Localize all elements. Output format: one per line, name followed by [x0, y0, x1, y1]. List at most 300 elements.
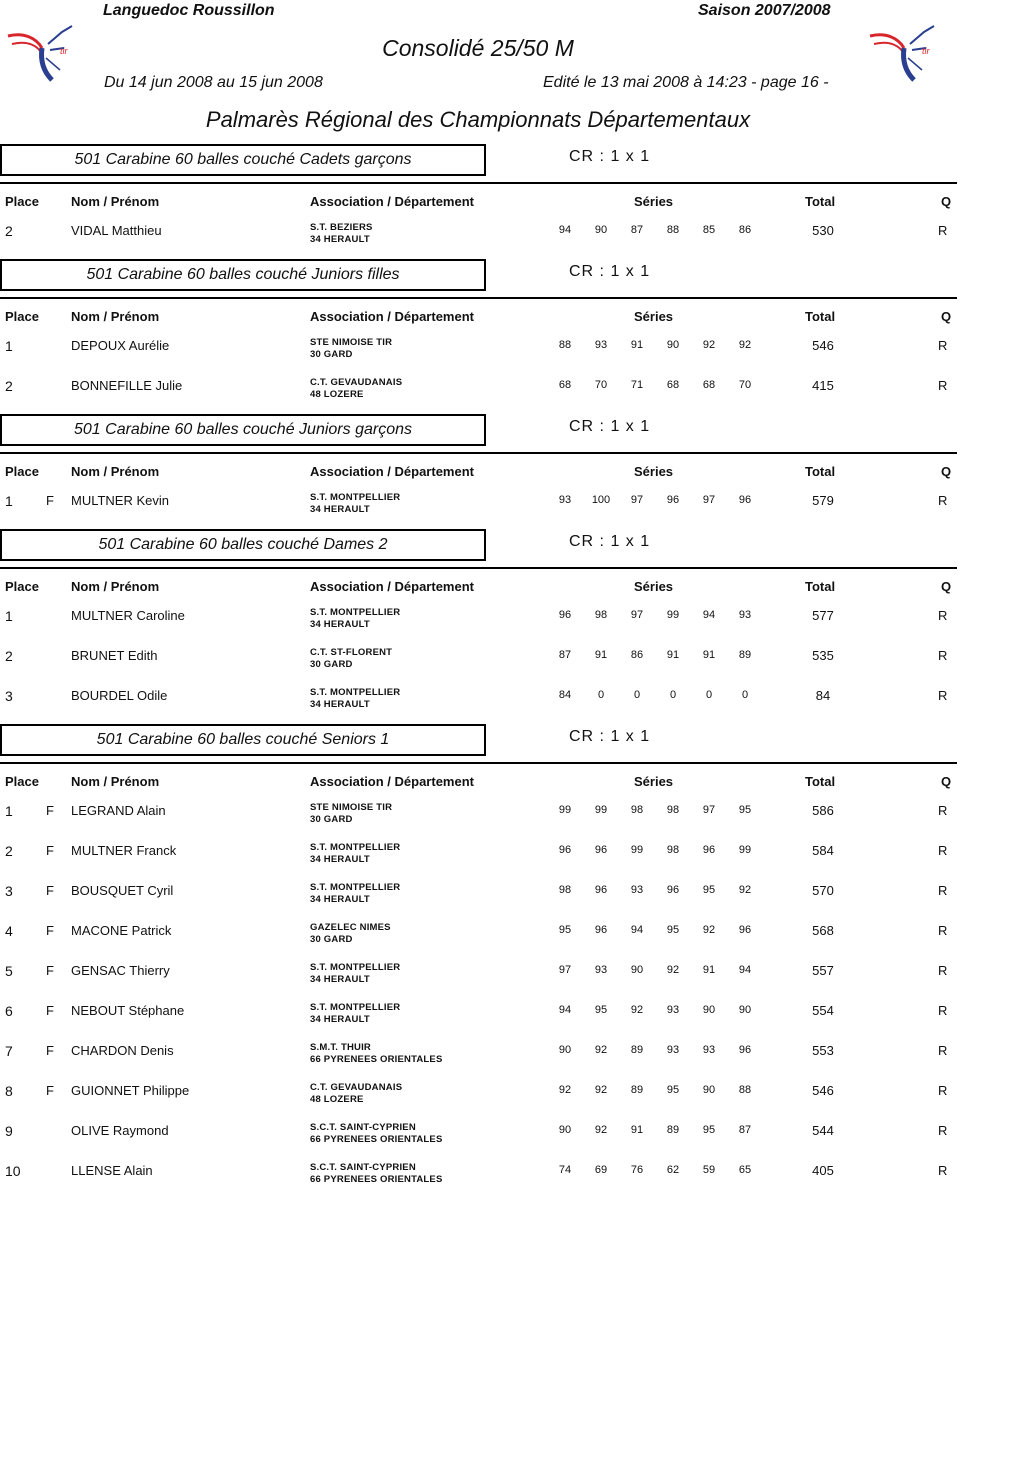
- series-score: 90: [738, 1004, 752, 1016]
- department: 30 GARD: [310, 349, 353, 360]
- association: [310, 1002, 400, 1026]
- table-row: [0, 337, 1024, 373]
- place-value: 6: [5, 1003, 13, 1019]
- french-flag: F: [46, 1083, 54, 1098]
- series-score: 92: [594, 1044, 608, 1056]
- series-score: 96: [594, 924, 608, 936]
- series-score: 0: [633, 689, 641, 701]
- series-score: 95: [738, 804, 752, 816]
- association: [310, 377, 402, 401]
- series-score: 94: [738, 964, 752, 976]
- col-header-assoc: Association / Département: [310, 194, 474, 209]
- series-score: 95: [594, 1004, 608, 1016]
- department: 34 HERAULT: [310, 1014, 370, 1025]
- series-score: 93: [666, 1044, 680, 1056]
- department: 66 PYRENEES ORIENTALES: [310, 1054, 443, 1065]
- qualification: R: [938, 493, 948, 508]
- series-score: 92: [666, 964, 680, 976]
- series-score: 90: [558, 1044, 572, 1056]
- series-score: 93: [594, 339, 608, 351]
- col-header-total: Total: [805, 579, 836, 594]
- series-score: 94: [558, 224, 572, 236]
- series-score: 96: [738, 924, 752, 936]
- series-score: 99: [630, 844, 644, 856]
- department: 30 GARD: [310, 814, 353, 825]
- series-score: 88: [666, 224, 680, 236]
- athlete-name: MULTNER Franck: [71, 843, 177, 858]
- series-score: 89: [630, 1084, 644, 1096]
- series-score: 96: [738, 1044, 752, 1056]
- col-header-series: Séries: [634, 194, 674, 209]
- series-score: 89: [630, 1044, 644, 1056]
- series-score: 69: [594, 1164, 608, 1176]
- cr-label: CR : 1 x 1: [569, 148, 651, 165]
- table-row: [0, 647, 1024, 683]
- series-score: 92: [594, 1124, 608, 1136]
- series-score: 99: [594, 804, 608, 816]
- series-score: 91: [702, 964, 716, 976]
- series-score: 97: [702, 494, 716, 506]
- series-score: 96: [558, 609, 572, 621]
- series-score: 90: [630, 964, 644, 976]
- table-row: [0, 377, 1024, 413]
- section-divider: [0, 567, 957, 569]
- athlete-name: DEPOUX Aurélie: [71, 338, 170, 353]
- series-score: 90: [594, 224, 608, 236]
- club-name: S.T. MONTPELLIER: [310, 607, 401, 618]
- season-label: Saison 2007/2008: [698, 2, 831, 19]
- association: [310, 687, 400, 711]
- series-score: 87: [738, 1124, 752, 1136]
- series-score: 91: [594, 649, 608, 661]
- svg-text:tir: tir: [60, 46, 68, 56]
- total-score: 570: [812, 883, 834, 898]
- series-score: 68: [702, 379, 716, 391]
- place-value: 1: [5, 608, 13, 624]
- table-row: [0, 607, 1024, 643]
- department: 30 GARD: [310, 659, 353, 670]
- club-name: S.T. MONTPELLIER: [310, 1002, 401, 1013]
- series-score: 93: [630, 884, 644, 896]
- department: 66 PYRENEES ORIENTALES: [310, 1174, 443, 1185]
- col-header-name: Nom / Prénom: [71, 579, 160, 594]
- col-header-place: Place: [5, 774, 39, 789]
- series-score: 99: [558, 804, 572, 816]
- place-value: 3: [5, 883, 13, 899]
- series-score: 93: [738, 609, 752, 621]
- series-score: 68: [666, 379, 680, 391]
- athlete-name: BOURDEL Odile: [71, 688, 168, 703]
- qualification: R: [938, 688, 948, 703]
- department: 34 HERAULT: [310, 699, 370, 710]
- club-name: C.T. GEVAUDANAIS: [310, 1082, 403, 1093]
- series-score: 98: [666, 844, 680, 856]
- french-flag: F: [46, 923, 54, 938]
- series-score: 87: [630, 224, 644, 236]
- place-value: 2: [5, 378, 13, 394]
- col-header-q: Q: [941, 194, 952, 209]
- series-score: 59: [702, 1164, 716, 1176]
- athlete-name: BRUNET Edith: [71, 648, 158, 663]
- series-score: 98: [630, 804, 644, 816]
- fftir-logo-icon: [864, 14, 960, 90]
- total-score: 546: [812, 1083, 834, 1098]
- qualification: R: [938, 1123, 948, 1138]
- club-name: C.T. ST-FLORENT: [310, 647, 393, 658]
- club-name: STE NIMOISE TIR: [310, 337, 393, 348]
- athlete-name: CHARDON Denis: [71, 1043, 174, 1058]
- association: [310, 222, 373, 246]
- series-score: 0: [597, 689, 605, 701]
- place-value: 1: [5, 338, 13, 354]
- series-score: 95: [666, 1084, 680, 1096]
- french-flag: F: [46, 493, 54, 508]
- athlete-name: VIDAL Matthieu: [71, 223, 162, 238]
- col-header-q: Q: [941, 579, 952, 594]
- french-flag: F: [46, 843, 54, 858]
- table-row: [0, 882, 1024, 918]
- col-header-total: Total: [805, 774, 836, 789]
- club-name: S.M.T. THUIR: [310, 1042, 371, 1053]
- french-flag: F: [46, 1043, 54, 1058]
- series-score: 91: [666, 649, 680, 661]
- page-subtitle: Palmarès Régional des Championnats Départementaux: [205, 107, 751, 132]
- col-header-total: Total: [805, 464, 836, 479]
- club-name: STE NIMOISE TIR: [310, 802, 393, 813]
- section-divider: [0, 452, 957, 454]
- series-score: 99: [666, 609, 680, 621]
- series-score: 90: [666, 339, 680, 351]
- series-score: 98: [666, 804, 680, 816]
- series-score: 89: [666, 1124, 680, 1136]
- series-score: 96: [666, 884, 680, 896]
- club-name: S.T. BEZIERS: [310, 222, 373, 233]
- total-score: 530: [812, 223, 834, 238]
- qualification: R: [938, 843, 948, 858]
- total-score: 554: [812, 1003, 834, 1018]
- series-score: 65: [738, 1164, 752, 1176]
- total-score: 405: [812, 1163, 834, 1178]
- series-score: 96: [738, 494, 752, 506]
- department: 48 LOZERE: [310, 1094, 364, 1105]
- qualification: R: [938, 1163, 948, 1178]
- event-title: 501 Carabine 60 balles couché Seniors 1: [0, 724, 486, 756]
- athlete-name: BOUSQUET Cyril: [71, 883, 174, 898]
- col-header-assoc: Association / Département: [310, 579, 474, 594]
- series-score: 68: [558, 379, 572, 391]
- table-row: [0, 492, 1024, 528]
- series-score: 85: [702, 224, 716, 236]
- french-flag: F: [46, 883, 54, 898]
- section-divider: [0, 762, 957, 764]
- series-score: 97: [702, 804, 716, 816]
- place-value: 2: [5, 843, 13, 859]
- place-value: 2: [5, 648, 13, 664]
- qualification: R: [938, 608, 948, 623]
- athlete-name: LLENSE Alain: [71, 1163, 153, 1178]
- club-name: S.T. MONTPELLIER: [310, 842, 401, 853]
- association: [310, 492, 400, 516]
- qualification: R: [938, 963, 948, 978]
- col-header-place: Place: [5, 194, 39, 209]
- association: [310, 962, 400, 986]
- club-name: S.T. MONTPELLIER: [310, 687, 401, 698]
- series-score: 90: [558, 1124, 572, 1136]
- athlete-name: OLIVE Raymond: [71, 1123, 169, 1138]
- table-row: [0, 922, 1024, 958]
- series-score: 92: [594, 1084, 608, 1096]
- event-title: 501 Carabine 60 balles couché Cadets garçons: [0, 144, 486, 176]
- table-row: [0, 842, 1024, 878]
- series-score: 99: [738, 844, 752, 856]
- total-score: 546: [812, 338, 834, 353]
- event-title: 501 Carabine 60 balles couché Juniors garçons: [0, 414, 486, 446]
- series-score: 95: [666, 924, 680, 936]
- event-title: 501 Carabine 60 balles couché Juniors filles: [0, 259, 486, 291]
- series-score: 95: [558, 924, 572, 936]
- fftir-logo-icon: [2, 14, 98, 90]
- series-score: 97: [630, 609, 644, 621]
- series-score: 70: [738, 379, 752, 391]
- total-score: 553: [812, 1043, 834, 1058]
- place-value: 7: [5, 1043, 13, 1059]
- club-name: GAZELEC NIMES: [310, 922, 391, 933]
- series-score: 91: [630, 1124, 644, 1136]
- place-value: 1: [5, 493, 13, 509]
- col-header-name: Nom / Prénom: [71, 309, 160, 324]
- series-score: 70: [594, 379, 608, 391]
- association: [310, 922, 391, 946]
- col-header-series: Séries: [634, 774, 674, 789]
- athlete-name: MACONE Patrick: [71, 923, 172, 938]
- athlete-name: LEGRAND Alain: [71, 803, 166, 818]
- association: [310, 1042, 443, 1066]
- series-score: 88: [738, 1084, 752, 1096]
- series-score: 91: [702, 649, 716, 661]
- series-score: 76: [630, 1164, 644, 1176]
- association: [310, 842, 400, 866]
- department: 66 PYRENEES ORIENTALES: [310, 1134, 443, 1145]
- total-score: 415: [812, 378, 834, 393]
- series-score: 88: [558, 339, 572, 351]
- qualification: R: [938, 1003, 948, 1018]
- cr-label: CR : 1 x 1: [569, 418, 651, 435]
- series-score: 92: [558, 1084, 572, 1096]
- series-score: 87: [558, 649, 572, 661]
- total-score: 568: [812, 923, 834, 938]
- series-score: 94: [630, 924, 644, 936]
- total-score: 586: [812, 803, 834, 818]
- series-score: 96: [594, 884, 608, 896]
- place-value: 9: [5, 1123, 13, 1139]
- table-row: [0, 1002, 1024, 1038]
- total-score: 84: [815, 688, 831, 703]
- series-score: 93: [558, 494, 572, 506]
- series-score: 100: [591, 494, 611, 506]
- association: [310, 882, 400, 906]
- col-header-total: Total: [805, 194, 836, 209]
- athlete-name: GUIONNET Philippe: [71, 1083, 190, 1098]
- series-score: 92: [702, 339, 716, 351]
- club-name: S.T. MONTPELLIER: [310, 962, 401, 973]
- department: 34 HERAULT: [310, 854, 370, 865]
- series-score: 92: [630, 1004, 644, 1016]
- athlete-name: NEBOUT Stéphane: [71, 1003, 185, 1018]
- french-flag: F: [46, 1003, 54, 1018]
- series-score: 0: [669, 689, 677, 701]
- french-flag: F: [46, 803, 54, 818]
- section-divider: [0, 182, 957, 184]
- qualification: R: [938, 1083, 948, 1098]
- club-name: S.T. MONTPELLIER: [310, 492, 401, 503]
- region-label: Languedoc Roussillon: [103, 2, 275, 19]
- table-row: [0, 962, 1024, 998]
- page-title: Consolidé 25/50 M: [382, 35, 574, 61]
- association: [310, 802, 392, 826]
- club-name: S.C.T. SAINT-CYPRIEN: [310, 1122, 416, 1133]
- series-score: 89: [738, 649, 752, 661]
- qualification: R: [938, 1043, 948, 1058]
- col-header-place: Place: [5, 579, 39, 594]
- department: 34 HERAULT: [310, 504, 370, 515]
- cr-label: CR : 1 x 1: [569, 728, 651, 745]
- department: 48 LOZERE: [310, 389, 364, 400]
- series-score: 93: [666, 1004, 680, 1016]
- table-row: [0, 222, 1024, 258]
- col-header-series: Séries: [634, 309, 674, 324]
- col-header-series: Séries: [634, 464, 674, 479]
- association: [310, 647, 392, 671]
- place-value: 1: [5, 803, 13, 819]
- col-header-total: Total: [805, 309, 836, 324]
- section-divider: [0, 297, 957, 299]
- series-score: 95: [702, 1124, 716, 1136]
- department: 30 GARD: [310, 934, 353, 945]
- qualification: R: [938, 378, 948, 393]
- club-name: S.T. MONTPELLIER: [310, 882, 401, 893]
- table-row: [0, 1162, 1024, 1198]
- event-title: 501 Carabine 60 balles couché Dames 2: [0, 529, 486, 561]
- series-score: 96: [594, 844, 608, 856]
- association: [310, 1162, 443, 1186]
- col-header-series: Séries: [634, 579, 674, 594]
- series-score: 84: [558, 689, 572, 701]
- series-score: 95: [702, 884, 716, 896]
- qualification: R: [938, 648, 948, 663]
- place-value: 8: [5, 1083, 13, 1099]
- series-score: 91: [630, 339, 644, 351]
- series-score: 96: [558, 844, 572, 856]
- col-header-assoc: Association / Département: [310, 309, 474, 324]
- series-score: 0: [741, 689, 749, 701]
- total-score: 557: [812, 963, 834, 978]
- series-score: 92: [702, 924, 716, 936]
- total-score: 535: [812, 648, 834, 663]
- club-name: C.T. GEVAUDANAIS: [310, 377, 403, 388]
- place-value: 4: [5, 923, 13, 939]
- qualification: R: [938, 803, 948, 818]
- series-score: 98: [594, 609, 608, 621]
- athlete-name: GENSAC Thierry: [71, 963, 170, 978]
- table-row: [0, 687, 1024, 723]
- col-header-name: Nom / Prénom: [71, 774, 160, 789]
- col-header-name: Nom / Prénom: [71, 464, 160, 479]
- table-row: [0, 1122, 1024, 1158]
- place-value: 3: [5, 688, 13, 704]
- series-score: 98: [558, 884, 572, 896]
- date-range: Du 14 jun 2008 au 15 jun 2008: [104, 74, 323, 91]
- series-score: 96: [666, 494, 680, 506]
- series-score: 90: [702, 1004, 716, 1016]
- department: 34 HERAULT: [310, 894, 370, 905]
- col-header-place: Place: [5, 464, 39, 479]
- series-score: 62: [666, 1164, 680, 1176]
- series-score: 93: [594, 964, 608, 976]
- association: [310, 1082, 402, 1106]
- athlete-name: MULTNER Caroline: [71, 608, 185, 623]
- total-score: 584: [812, 843, 834, 858]
- series-score: 97: [630, 494, 644, 506]
- department: 34 HERAULT: [310, 619, 370, 630]
- place-value: 5: [5, 963, 13, 979]
- col-header-assoc: Association / Département: [310, 774, 474, 789]
- col-header-place: Place: [5, 309, 39, 324]
- series-score: 92: [738, 339, 752, 351]
- svg-text:tir: tir: [922, 46, 930, 56]
- cr-label: CR : 1 x 1: [569, 263, 651, 280]
- series-score: 90: [702, 1084, 716, 1096]
- athlete-name: MULTNER Kevin: [71, 493, 170, 508]
- series-score: 93: [702, 1044, 716, 1056]
- department: 34 HERAULT: [310, 234, 370, 245]
- edited-info: Edité le 13 mai 2008 à 14:23 - page 16 -: [543, 74, 829, 91]
- association: [310, 1122, 443, 1146]
- table-row: [0, 1042, 1024, 1078]
- qualification: R: [938, 223, 948, 238]
- series-score: 86: [630, 649, 644, 661]
- qualification: R: [938, 338, 948, 353]
- cr-label: CR : 1 x 1: [569, 533, 651, 550]
- total-score: 544: [812, 1123, 834, 1138]
- col-header-name: Nom / Prénom: [71, 194, 160, 209]
- col-header-q: Q: [941, 774, 952, 789]
- total-score: 577: [812, 608, 834, 623]
- col-header-q: Q: [941, 309, 952, 324]
- series-score: 86: [738, 224, 752, 236]
- total-score: 579: [812, 493, 834, 508]
- series-score: 96: [702, 844, 716, 856]
- col-header-assoc: Association / Département: [310, 464, 474, 479]
- athlete-name: BONNEFILLE Julie: [71, 378, 183, 393]
- club-name: S.C.T. SAINT-CYPRIEN: [310, 1162, 416, 1173]
- series-score: 97: [558, 964, 572, 976]
- association: [310, 607, 400, 631]
- table-row: [0, 802, 1024, 838]
- table-row: [0, 1082, 1024, 1118]
- series-score: 0: [705, 689, 713, 701]
- place-value: 10: [5, 1163, 21, 1179]
- series-score: 71: [630, 379, 644, 391]
- association: [310, 337, 392, 361]
- col-header-q: Q: [941, 464, 952, 479]
- department: 34 HERAULT: [310, 974, 370, 985]
- series-score: 92: [738, 884, 752, 896]
- qualification: R: [938, 883, 948, 898]
- series-score: 74: [558, 1164, 572, 1176]
- series-score: 94: [558, 1004, 572, 1016]
- place-value: 2: [5, 223, 13, 239]
- qualification: R: [938, 923, 948, 938]
